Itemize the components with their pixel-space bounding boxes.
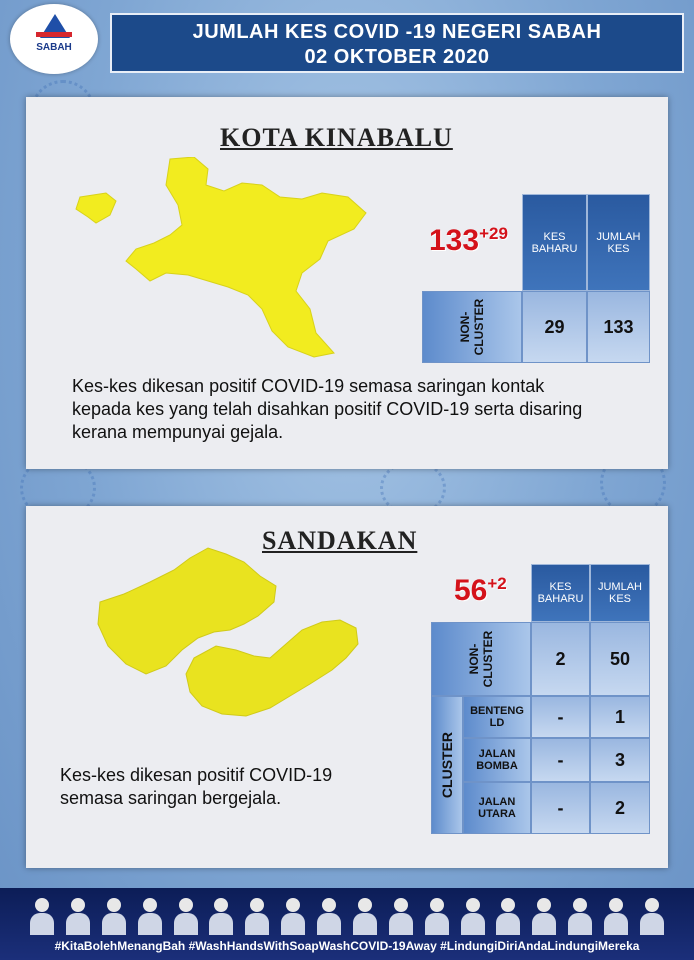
cluster-kes-baharu: - — [531, 738, 590, 782]
non-cluster-kes-baharu: 29 — [522, 291, 587, 363]
flag-stripe-icon — [36, 32, 72, 37]
report-date: 02 OKTOBER 2020 — [304, 46, 490, 68]
person-icon — [138, 896, 162, 936]
district-panel-kota-kinabalu — [26, 97, 668, 469]
person-icon — [317, 896, 341, 936]
logo-text: SABAH — [36, 42, 72, 53]
person-icon — [640, 896, 664, 936]
person-icon — [102, 896, 126, 936]
non-cluster-kes-baharu: 2 — [531, 622, 590, 696]
person-icon — [568, 896, 592, 936]
header-kes-baharu: KES BAHARU — [522, 194, 587, 291]
cluster-row-label: BENTENG LD — [463, 696, 531, 738]
header-jumlah-kes: JUMLAH KES — [590, 564, 650, 622]
cluster-kes-baharu: - — [531, 696, 590, 738]
person-icon — [532, 896, 556, 936]
cluster-label — [431, 696, 463, 834]
cluster-jumlah-kes: 1 — [590, 696, 650, 738]
person-icon — [209, 896, 233, 936]
row-label-text: NON-CLUSTER — [467, 630, 495, 688]
person-icon — [425, 896, 449, 936]
total-cases-value: 56 — [454, 574, 488, 607]
new-cases-increase: +2 — [487, 574, 507, 593]
person-icon — [30, 896, 54, 936]
person-icon — [496, 896, 520, 936]
total-cases — [429, 224, 508, 258]
person-icon — [604, 896, 628, 936]
district-name: KOTA KINABALU — [220, 123, 453, 152]
cluster-jumlah-kes: 2 — [590, 782, 650, 834]
total-cases-value: 133 — [429, 224, 480, 257]
district-name: SANDAKAN — [262, 526, 418, 555]
sabah-logo — [10, 4, 98, 74]
person-icon — [281, 896, 305, 936]
non-cluster-jumlah-kes: 133 — [587, 291, 650, 363]
row-label-non-cluster — [422, 291, 522, 363]
cluster-row-label: JALAN BOMBA — [463, 738, 531, 782]
footer-banner — [0, 888, 694, 960]
person-icon — [461, 896, 485, 936]
cluster-kes-baharu: - — [531, 782, 590, 834]
title-banner — [110, 13, 684, 73]
district-panel-sandakan — [26, 506, 668, 868]
district-description: Kes-kes dikesan positif COVID-19 semasa saringan kontak kepada kes yang telah disahkan positif COVID-19 serta disaring kerana mempunyai gejala. — [72, 376, 583, 442]
cluster-label-text: CLUSTER — [439, 731, 455, 799]
person-icon — [174, 896, 198, 936]
frontliner-icons — [30, 896, 664, 938]
sandakan-map — [94, 546, 364, 726]
total-cases — [454, 574, 507, 608]
person-icon — [245, 896, 269, 936]
row-label-text: NON-CLUSTER — [458, 298, 486, 356]
non-cluster-jumlah-kes: 50 — [590, 622, 650, 696]
header-kes-baharu: KES BAHARU — [531, 564, 590, 622]
district-description: Kes-kes dikesan positif COVID-19 semasa saringan bergejala. — [60, 765, 333, 808]
hashtags: #KitaBolehMenangBah #WashHandsWithSoapWashCOVID-19Away #LindungiDiriAndaLindungiMereka — [54, 939, 640, 953]
row-label-non-cluster — [431, 622, 531, 696]
person-icon — [389, 896, 413, 936]
new-cases-increase: +29 — [479, 224, 508, 243]
header-jumlah-kes: JUMLAH KES — [587, 194, 650, 291]
page-title: JUMLAH KES COVID -19 NEGERI SABAH — [192, 21, 602, 43]
cluster-row-label: JALAN UTARA — [463, 782, 531, 834]
person-icon — [353, 896, 377, 936]
cluster-jumlah-kes: 3 — [590, 738, 650, 782]
person-icon — [66, 896, 90, 936]
kota-kinabalu-map — [66, 157, 376, 367]
